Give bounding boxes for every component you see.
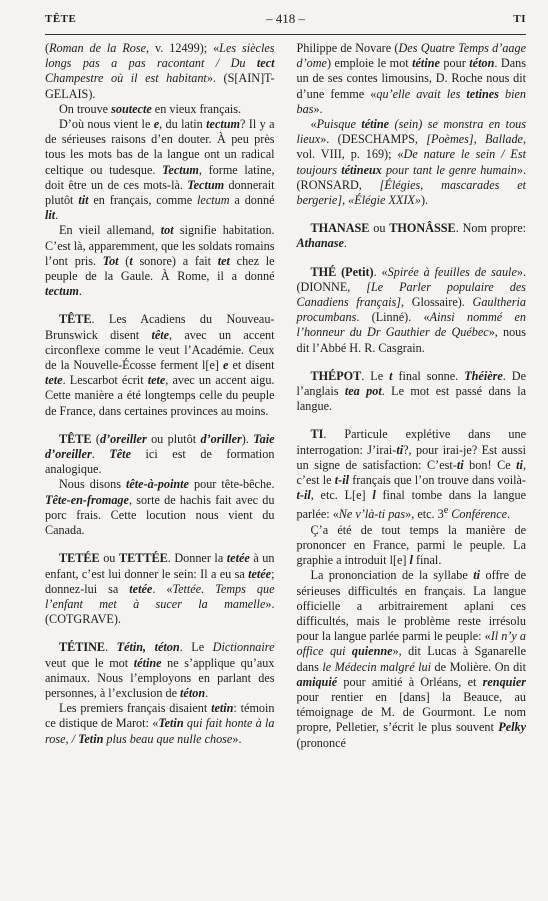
paragraph: Nous disons tête-à-pointe pour tête-bêche. Tête-en-fromage, sorte de hachis fait avec du porc frais. Cette locution nous vient du Canada.: [45, 477, 275, 538]
paragraph: «Puisque tétine (sein) se monstra en tous lieux». (DESCHAMPS, [Poèmes], Ballade, vol. VIII, p. 169); «De nature le sein / Est toujours tétineux pour tant le genre humain». (RONSARD, [Élégies, mascarades et bergerie], «Élégie XXIX»).: [296, 117, 527, 208]
dictionary-entry: TÊTE. Les Acadiens du Nouveau-Brunswick disent tête, avec un accent circonflexe comme le veut l’Académie. Ceux de la Nouvelle-Écosse ferment l[e] e et disent tete. Lescarbot écrit tete, avec un accent aigu. Cette manière a été longtemps celle du peuple de France, dans certaines provinces au moins.: [45, 312, 275, 418]
paragraph: Les premiers français disaient tetin: témoin ce distique de Marot: «Tetin qui fait honte à la rose, / Tetin plus beau que nulle chose».: [45, 701, 275, 746]
running-header: [45, 8, 526, 35]
paragraph: D’où nous vient le e, du latin tectum? Il y a de sérieuses raisons d’en douter. À peu près tous les mots bas de la langue ont un radical celtique ou tudesque. Tectum, forme latine, doit être un de ces mots-là. Tectum donnerait plutôt tit en français, comme lectum a donné lit.: [45, 117, 275, 223]
paragraph: Ç’a été de tout temps la manière de prononcer en France, parmi le peuple. La graphie a introduit l[e] l final.: [296, 522, 526, 568]
dictionary-entry: THÉ (Petit). «Spirée à feuilles de saule». (DIONNE, [Le Parler populaire des Canadiens français], Glossaire). Gaultheria procumbans. (Linné). «Ainsi nommé en l’honneur du Dr Gauthier de Québec», nous dit l’Abbé H. R. Casgrain.: [296, 264, 527, 355]
paragraph: La prononciation de la syllabe ti offre de sérieuses difficultés en français. La langue officielle a arbitrairement aplani ces difficultés, mais le problème reste irrésolu pour la langue parlée parmi le peuple: «Il n’y a office qui quienne», dit Lucas à Sganarelle dans le Médecin malgré lui de Molière. On dit amiquié pour amitié à Orléans, et renquier pour rentier en [dans] la Beauce, au témoignage de M. de Gourmont. Le nom propre, Pelletier, s’écrit le plus souvent Pelky (prononcé: [296, 568, 526, 750]
text-columns: [45, 41, 526, 751]
paragraph: (Roman de la Rose, v. 12499); «Les siècles longs pas a pas racontant / Du tect Champestre où il est habitant». (S[AIN]T-GELAIS).: [45, 41, 275, 101]
paragraph: Philippe de Novare (Des Quatre Temps d’aage d’ome) emploie le mot tétine pour téton. Dans un de ses contes limousins, D. Roche nous dit d’une femme «qu’elle avait les tetines bien bas».: [296, 41, 527, 116]
dictionary-entry: THÉPOT. Le t final sonne. Théière. De l’anglais tea pot. Le mot est passé dans la langue.: [296, 368, 526, 414]
right-column: [297, 41, 527, 751]
header-left-word: TÊTE: [45, 13, 77, 25]
dictionary-entry: TÉTINE. Tétin, téton. Le Dictionnaire veut que le mot tétine ne s’applique qu’aux animaux. Nous l’employons en parlant des personnes, à l’exclusion de téton.: [45, 640, 275, 700]
header-right-word: TI: [513, 13, 526, 25]
dictionary-entry: THANASE ou THONÂSSE. Nom propre: Athanase.: [296, 221, 526, 251]
page-number: – 418 –: [266, 11, 305, 26]
paragraph: En vieil allemand, tot signifie habitation. C’est là, apparemment, que les soldats romains l’ont pris. Tot (t sonore) a fait tet chez le peuple de la Gaule. À Rome, il a donné tectum.: [45, 223, 275, 299]
dictionary-entry: TI. Particule explétive dans une interrogation: J’irai-ti?, pour irai-je? Est aussi un signe de satisfaction: C’est-ti bon! Ce ti, c’est le t-il français que l’on trouve dans voilà-t-il, etc. L[e] l final tombe dans la langue parlée: «Ne v’là-ti pas», etc. 3e Conférence.: [296, 427, 526, 522]
paragraph: On trouve soutecte en vieux français.: [59, 101, 242, 116]
left-column: [45, 41, 275, 751]
dictionary-entry: TETÉE ou TETTÉE. Donner la tetée à un enfant, c’est lui donner le sein: Il a eu sa tetée; donnez-lui sa tetée. «Tettée. Temps que l’enfant met à sucer la mamelle». (COTGRAVE).: [45, 551, 275, 627]
dictionary-entry: TÊTE (d’oreiller ou plutôt d’oriller). Taie d’oreiller. Tête ici est de formation analogique.: [45, 431, 275, 477]
